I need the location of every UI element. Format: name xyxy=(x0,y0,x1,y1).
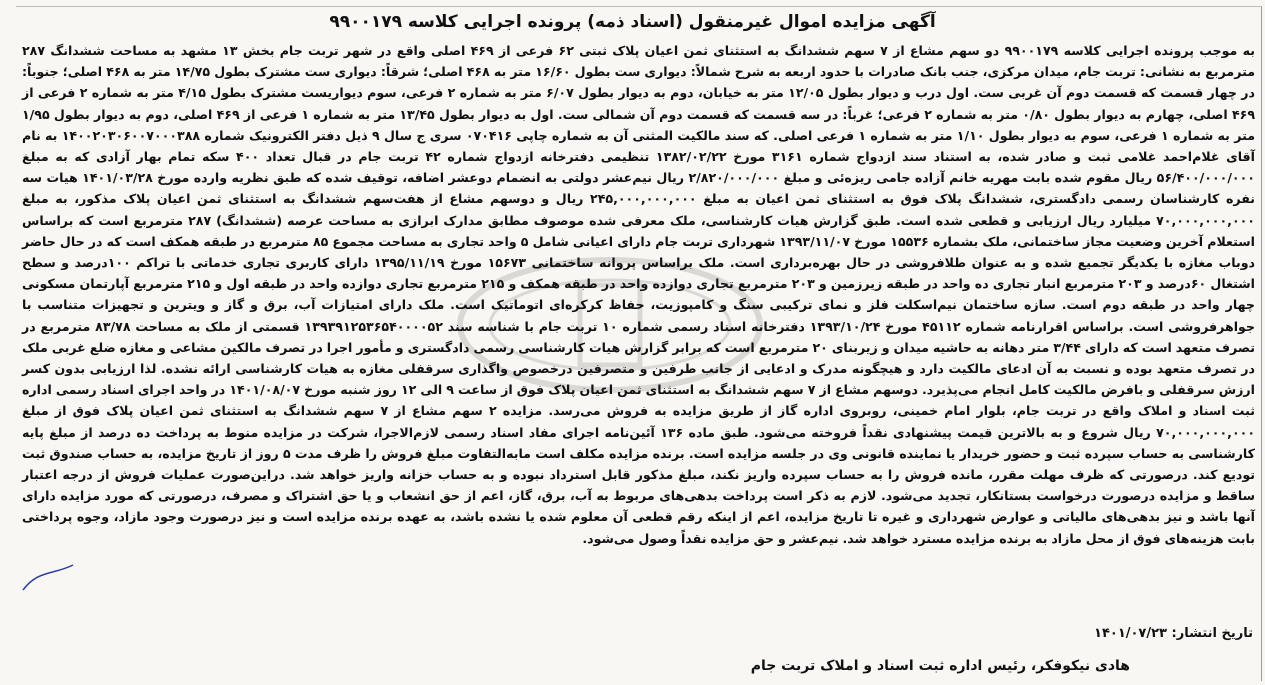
notice-body xyxy=(22,40,1255,549)
notice-body-paragraph: به موجب پرونده اجرایی کلاسه ۹۹۰۰۱۷۹ دو سهم مشاع از ۷ سهم ششدانگ به استثنای ثمن اعیان پلاک ثبتی ۶۲ فرعی از ۴۶۹ اصلی واقع در شهر تربت جام بخش ۱۳ مشهد به مساحت ششدانگ ۲۸۷ مترمربع به نشانی: تربت جام، میدان مرکزی، جنب بانک صادرات با حدود اربعه به شرح شمالاً: دیواری ست بطول ۱۶/۶۰ متر به ۴۶۸ اصلی؛ شرقاً: دیواری ست مشترک بطول ۱۴/۷۵ متر به ۴۶۸ اصلی؛ جنوباً: در چهار قسمت که قسمت دوم آن غربی ست. اول درب و دیوار بطول ۱۲/۰۵ متر به خیابان، دوم به دیوار بطول ۶/۰۷ متر به شماره ۲ فرعی، سوم دیواریست مشترک بطول ۴/۱۵ متر به شماره ۲ فرعی از ۴۶۹ اصلی، چهارم به دیوار بطول ۰/۸۰ متر به شماره ۲ فرعی؛ غرباً: در سه قسمت که قسمت دوم آن شمالی ست. اول به دیوار بطول ۱۳/۴۵ متر به شماره ۱ فرعی از ۴۶۹ اصلی، دوم به دیوار بطول ۱/۹۵ متر به شماره ۱ فرعی، سوم به دیوار بطول ۱/۱۰ متر به شماره ۱ فرعی اصلی. که سند مالکیت المثنی آن به شماره چاپی ۰۷۰۴۱۶ سری ج سال ۹ ذیل دفتر الکترونیک شماره ۱۴۰۰۲۰۳۰۶۰۰۷۰۰۰۳۸۸ به نام آقای غلام‌احمد غلامی ثبت و صادر شده، به استناد سند ازدواج شماره ۳۱۶۱ مورخ ۱۳۸۲/۰۲/۲۲ تنظیمی دفترخانه ازدواج شماره ۴۲ تربت جام در قبال تعداد ۴۰۰ سکه تمام بهار آزادی که به مبلغ ۵۶/۴۰۰/۰۰۰/۰۰۰ ریال مقوم شده بابت مهریه خانم آزاده جامی ریزه‌ئی و مبلغ ۲/۸۲۰/۰۰۰/۰۰۰ ریال نیم‌عشر دولتی به انضمام دوعشر اضافه، توقیف شده که طبق نظریه وارده مورخ ۱۴۰۱/۰۳/۲۸ هیات سه نفره کارشناسان رسمی دادگستری، ششدانگ پلاک فوق به استثنای ثمن اعیان به مبلغ ۲۴۵,۰۰۰,۰۰۰,۰۰۰ ریال و دوسهم مشاع از هفت‌سهم ششدانگ به استثنای ثمن اعیان پلاک مذکور، به مبلغ ۷۰,۰۰۰,۰۰۰,۰۰۰ میلیارد ریال ارزیابی و قطعی شده است. طبق گزارش هیات کارشناسی، ملک معرفی شده موصوف مطابق مدارک ابرازی به مساحت عرصه (ششدانگ) ۲۸۷ مترمربع است که براساس استعلام آخرین وضعیت مجاز ساختمانی، ملک بشماره ۱۵۵۳۶ مورخ ۱۳۹۳/۱۱/۰۷ شهرداری تربت جام دارای اعیانی شامل ۵ واحد تجاری به مساحت مجموع ۸۵ مترمربع در طبقه همکف است که در حال حاضر دوباب مغازه با یکدیگر تجمیع شده و به عنوان طلافروشی در حال بهره‌برداری است. ملک براساس پروانه ساختمانی ۱۵۶۷۳ مورخ ۱۳۹۵/۱۱/۱۹ دارای کاربری تجاری خدماتی با تراکم ۱۰۰درصد و سطح اشتغال ۶۰درصد و ۲۰۳ مترمربع انبار تجاری ده واحد در طبقه زیرزمین و ۲۰۳ مترمربع تجاری دوازده واحد در طبقه همکف و ۲۱۵ مترمربع تجاری دوازده واحد در طبقه اول و ۲۱۵ مترمربع آپارتمان مسکونی چهار واحد در طبقه دوم است. سازه ساختمان نیم‌اسکلت فلز و نمای ترکیبی سنگ و کامپوزیت، حفاظ کرکره‌ای اتوماتیک است. ملک دارای امتیازات آب، برق و گاز و ویترین و تجهیزات متناسب با جواهرفروشی است. براساس اقرارنامه شماره ۴۵۱۱۲ مورخ ۱۳۹۳/۱۰/۲۴ دفترخانه اسناد رسمی شماره ۱۰ تربت جام با شناسه سند ۱۳۹۳۹۱۲۵۳۶۵۴۰۰۰۰۵۲ قسمتی از ملک به مساحت ۸۳/۷۸ مترمربع در تصرف متعهد است که دارای ۳/۴۴ متر دهانه به حاشیه میدان و زیربنای ۲۰ مترمربع است که برابر گزارش هیات کارشناسی رسمی دادگستری و مأمور اجرا در تصرف مالکین مشاعی و مغازه ضلع غربی ملک در تصرف متعهد بوده و نسبت به آن ادعای مالکیت دارد و هیچگونه مدرک و ادعایی از جانب طرفین و متصرفین درخصوص واگذاری سرقفلی مغازه به هیات کارشناسی ارائه نشده. لذا ارزیابی بدون کسر ارزش سرقفلی و بافرض مالکیت کامل انجام می‌پذیرد. دوسهم مشاع از ۷ سهم ششدانگ به استثنای ثمن اعیان پلاک فوق از ساعت ۹ الی ۱۲ روز شنبه مورخ ۱۴۰۱/۰۸/۰۷ در واحد اجرای اسناد رسمی اداره ثبت اسناد و املاک واقع در تربت جام، بلوار امام خمینی، روبروی اداره گاز از طریق مزایده به فروش می‌رسد. مزایده ۲ سهم مشاع از ۷ سهم ششدانگ به استثنای ثمن اعیان پلاک فوق از مبلغ ۷۰,۰۰۰,۰۰۰,۰۰۰ ریال شروع و به بالاترین قیمت پیشنهادی نقداً فروخته می‌شود. طبق ماده ۱۳۶ آئین‌نامه اجرای مفاد اسناد رسمی لازم‌الاجرا، شرکت در مزایده منوط به پرداخت ده درصد از مبلغ پایه کارشناسی به حساب سپرده ثبت و حضور خریدار یا نماینده قانونی وی در جلسه مزایده است. برنده مزایده مکلف است مابه‌التفاوت مبلغ فروش را ظرف مدت ۵ روز از تاریخ مزایده، به حساب صندوق ثبت تودیع کند. درصورتی که ظرف مهلت مقرر، مانده فروش را به حساب سپرده واریز نکند، مبلغ مذکور قابل استرداد نبوده و به حساب خزانه واریز خواهد شد. دراین‌صورت عملیات فروش از درجه اعتبار ساقط و مزایده درصورت درخواست بستانکار، تجدید می‌شود. لازم به ذکر است پرداخت بدهی‌های مربوط به آب، برق، گاز، اعم از حق انشعاب و یا حق اشتراک و مصرف، درصورتی که مورد مزایده دارای آنها باشد و نیز بدهی‌های مالیاتی و عوارض شهرداری و غیره تا تاریخ مزایده، اعم از اینکه رقم قطعی آن معلوم شده یا نشده باشد، به عهده برنده مزایده است و نیز درصورت وجود مازاد، وجوه پرداختی بابت هزینه‌های فوق از محل مازاد به برنده مزایده مسترد خواهد شد. نیم‌عشر و حق مزایده نقداً وصول می‌شود. xyxy=(22,43,1256,546)
publish-date: تاریخ انتشار: ۱۴۰۱/۰۷/۲۳ xyxy=(1094,626,1253,641)
notice-title: آگهی مزایده اموال غیرمنقول (اسناد ذمه) پرونده اجرایی کلاسه ۹۹۰۰۱۷۹ xyxy=(329,12,936,32)
signature-line: هادی نیکوفکر، رئیس اداره ثبت اسناد و املاک تربت جام xyxy=(750,658,1130,674)
